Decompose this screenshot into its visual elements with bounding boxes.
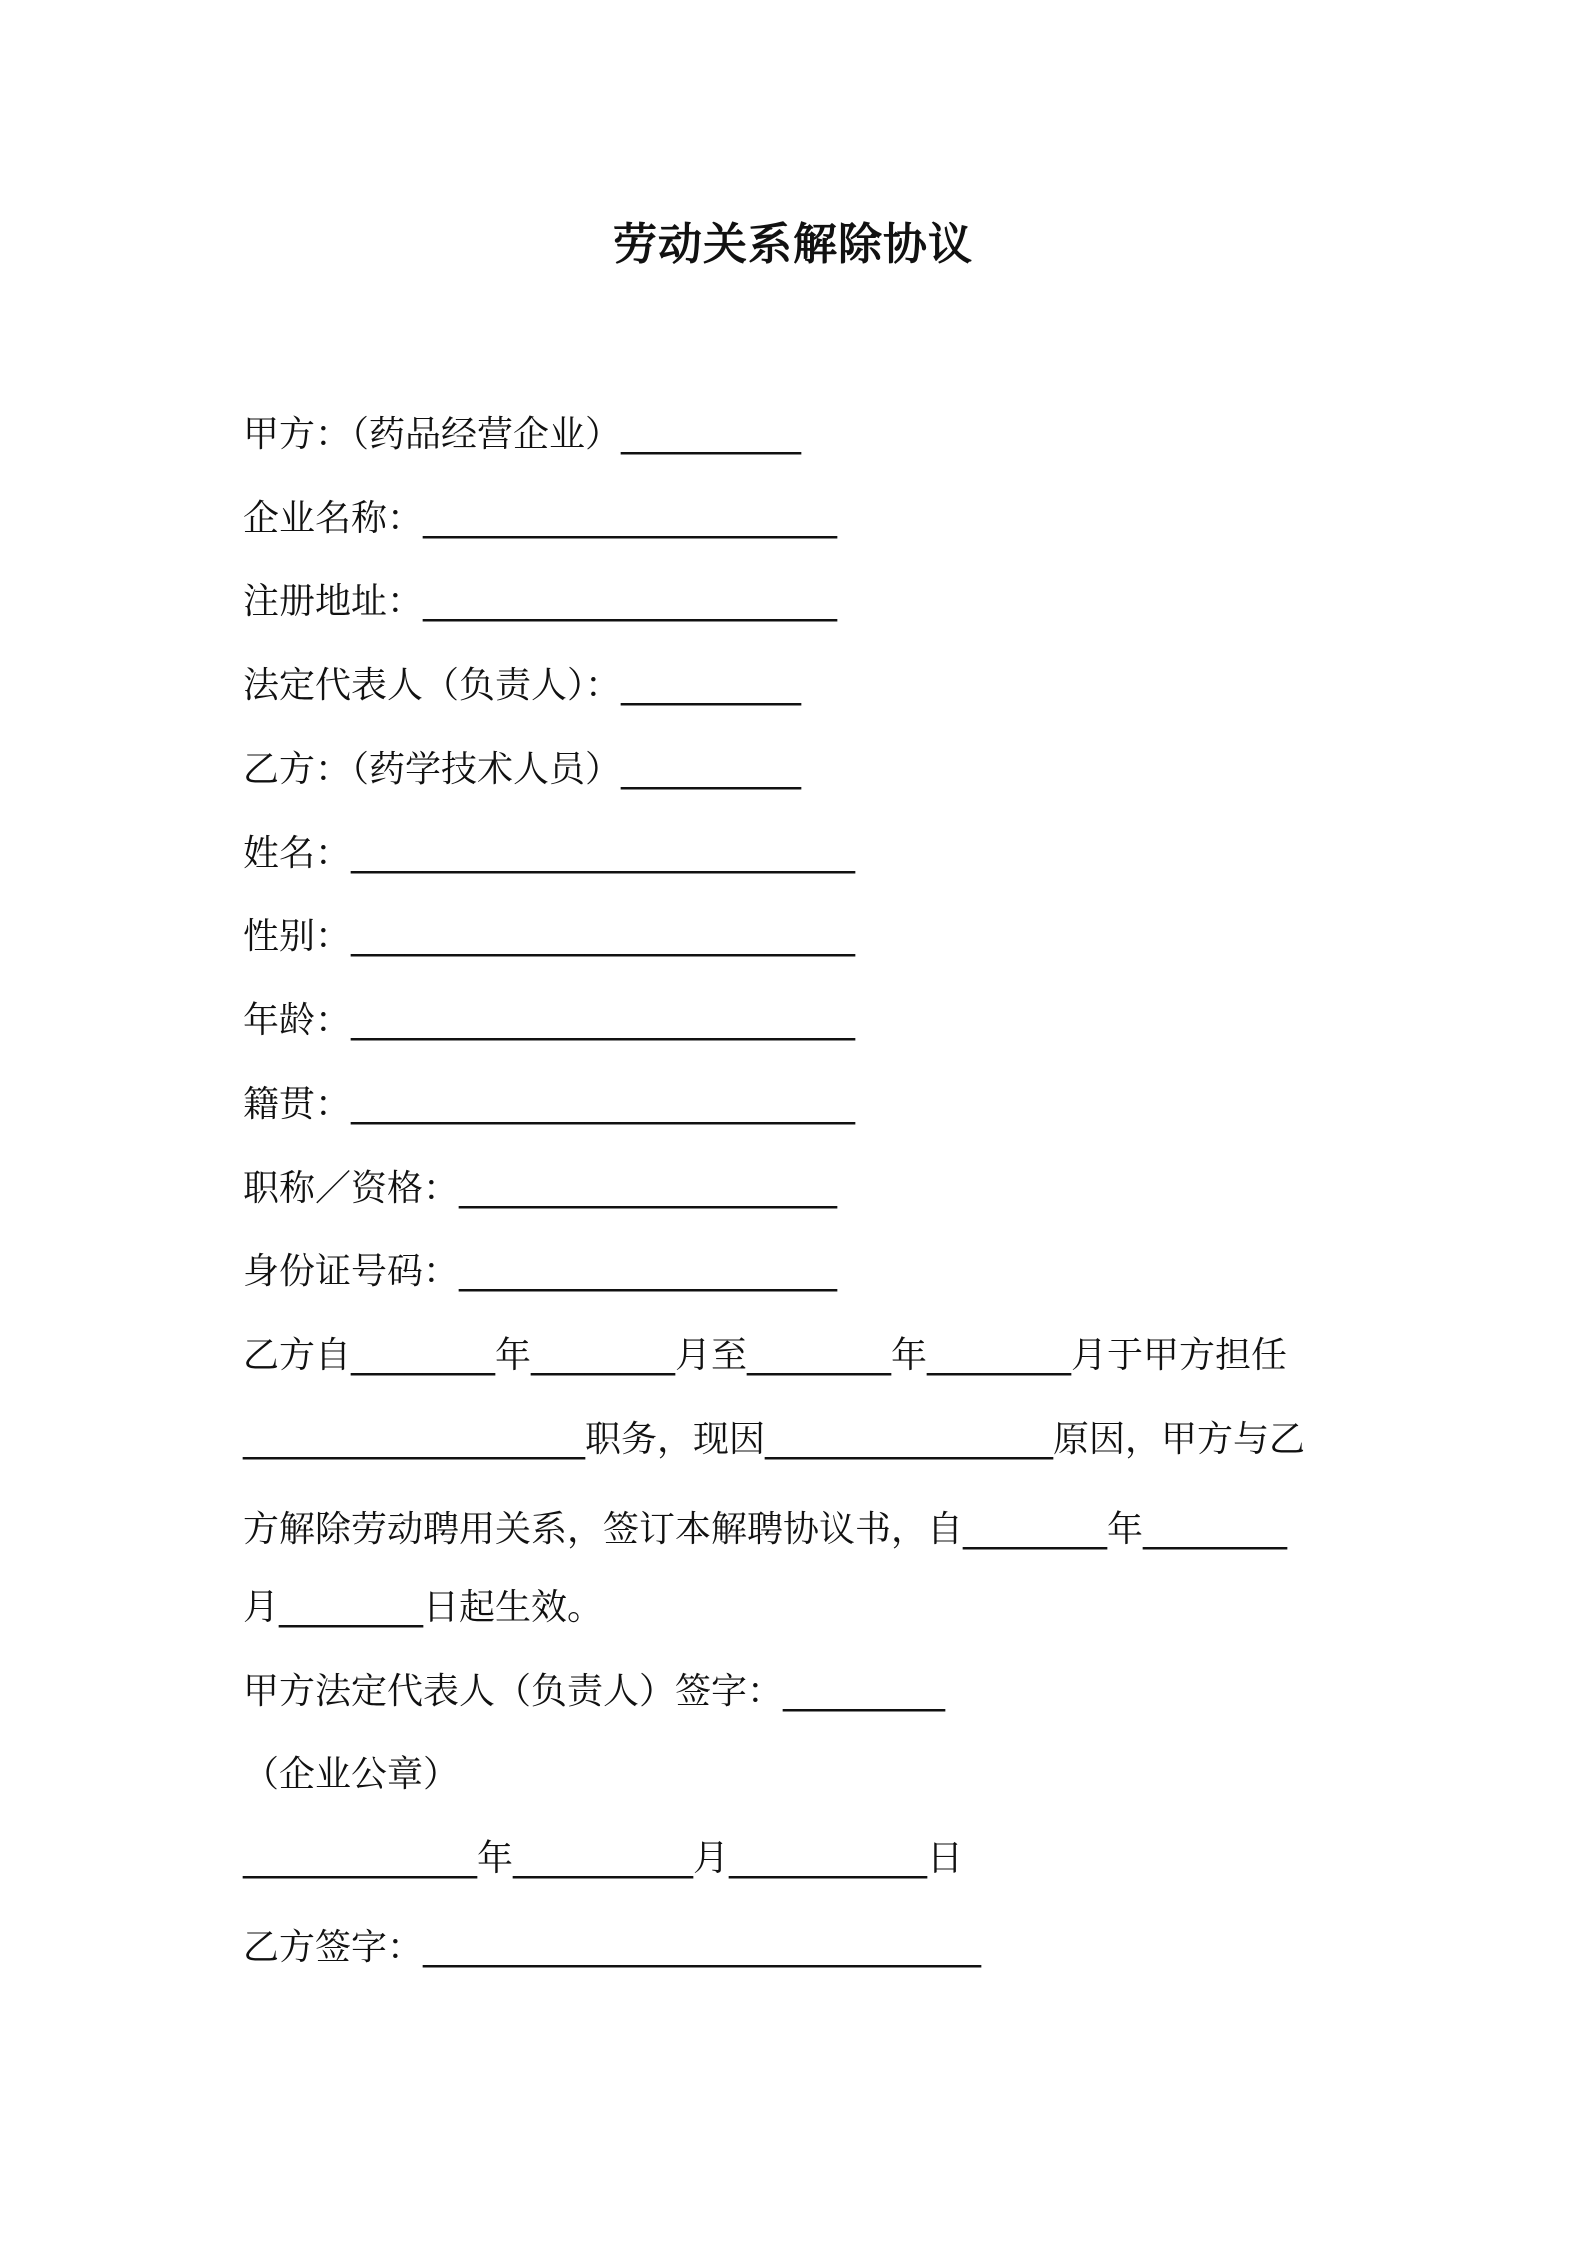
paragraph-line-1: 乙方自________年________月至________年________月于甲方担任 (243, 1335, 1288, 1376)
signing-date-line: _____________年__________月___________日 (243, 1838, 963, 1879)
company-name-line: 企业名称：_______________________ (243, 498, 838, 539)
native-place-line: 籍贯：____________________________ (243, 1084, 856, 1125)
paragraph-line-4: 月________日起生效。 (243, 1587, 604, 1628)
age-line: 年龄：____________________________ (243, 1000, 856, 1041)
registered-address-line: 注册地址：_______________________ (243, 581, 838, 622)
title-qualification-line: 职称／资格：_____________________ (243, 1168, 838, 1209)
party-a-signature-line: 甲方法定代表人（负责人）签字：_________ (243, 1671, 946, 1712)
legal-representative-line: 法定代表人（负责人）：__________ (243, 665, 802, 706)
company-seal-label: （企业公章） (243, 1754, 460, 1795)
gender-line: 性别：____________________________ (243, 916, 856, 957)
name-line: 姓名：____________________________ (243, 833, 856, 874)
paragraph-line-2: ___________________职务，现因________________原因，甲方与乙 (243, 1419, 1306, 1460)
party-b-line: 乙方：（药学技术人员）__________ (243, 749, 802, 790)
party-b-signature-line: 乙方签字：_______________________________ (243, 1927, 982, 1968)
document-title: 劳动关系解除协议 (613, 219, 973, 270)
id-number-line: 身份证号码：_____________________ (243, 1251, 838, 1292)
paragraph-line-3: 方解除劳动聘用关系，签订本解聘协议书，自________年________ (243, 1509, 1288, 1550)
party-a-line: 甲方：（药品经营企业）__________ (243, 414, 802, 455)
